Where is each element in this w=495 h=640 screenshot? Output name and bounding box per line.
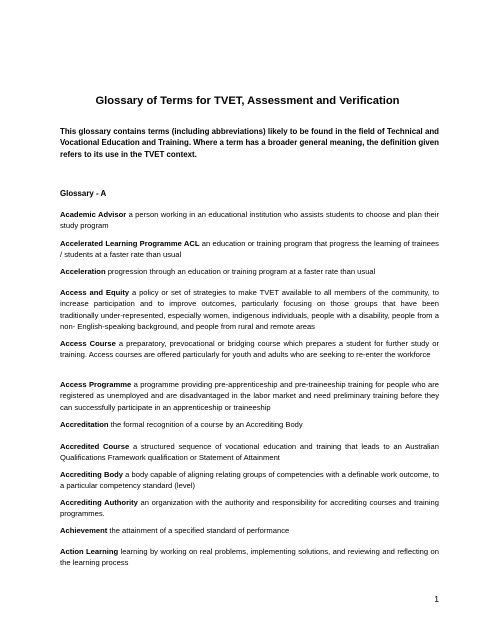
glossary-entry-access-and-equity [60, 287, 439, 332]
section-heading: Glossary - A [60, 189, 107, 198]
glossary-definition: an education or training program that progress the learning of trainees / students at a faster rate than usual [60, 239, 439, 260]
glossary-definition: a person working in an educational institution who assists students to choose and plan their study program [60, 210, 439, 231]
glossary-entry-action-learning [60, 546, 439, 569]
glossary-entry-accrediting-authority [60, 497, 439, 520]
glossary-entry-access-programme [60, 379, 439, 413]
document-title: Glossary of Terms for TVET, Assessment and Verification [95, 95, 400, 107]
glossary-definition: an organization with the authority and responsibility for accrediting courses and training programmes. [60, 498, 439, 519]
glossary-entry-academic-advisor [60, 209, 439, 232]
glossary-term: Academic Advisor [60, 210, 127, 219]
glossary-term: Accrediting Body [60, 470, 123, 479]
glossary-term: Action Learning [60, 547, 119, 556]
glossary-definition: progression through an education or training program at a faster rate than usual [105, 267, 376, 276]
glossary-term: Access Programme [60, 380, 132, 389]
glossary-entry-accelerated-learning-programme [60, 238, 439, 261]
glossary-entry-accreditation [60, 419, 439, 430]
glossary-term: Access Course [60, 339, 116, 348]
glossary-intro: This glossary contains terms (including abbreviations) likely to be found in the field of Technical and Vocational Education and Training. Where a term has a broader general meaning, the definition given refers to its use in the TVET context. [60, 127, 439, 159]
glossary-definition: a body capable of aligning relating groups of competencies with a definable work outcome, to a particular competency standard (level) [60, 470, 439, 491]
glossary-entry-accredited-course [60, 441, 439, 464]
glossary-definition: a policy or set of strategies to make TVET available to all members of the community, to increase participation and to improve outcomes, particularly focusing on those groups that have been traditionally under-represented, especially women, indigenous individuals, people with a disability, people from a non- English-speaking background, and people from rural and remote areas [60, 288, 439, 331]
glossary-definition: learning by working on real problems, implementing solutions, and reviewing and reflecting on the learning process [60, 547, 439, 568]
glossary-term: Accredited Course [60, 442, 130, 451]
glossary-definition: a preparatory, prevocational or bridging course which prepares a student for further study or training. Access courses are offered particularly for youth and adults who are seeking to re-enter the workforce [60, 339, 439, 360]
glossary-term: Acceleration [60, 267, 106, 276]
glossary-term: Accelerated Learning Programme ACL [60, 239, 200, 248]
glossary-definition: the attainment of a specified standard of performance [107, 526, 290, 535]
glossary-term: Accreditation [60, 420, 109, 429]
glossary-term: Achievement [60, 526, 108, 535]
glossary-term: Access and Equity [60, 288, 130, 297]
glossary-entry-access-course [60, 338, 439, 361]
glossary-definition: a programme providing pre-apprenticeship and pre-traineeship training for people who are registered as unemployed and are disadvantaged in the labor market and need preliminary training before they can successfully participate in an apprenticeship or traineeship [60, 380, 439, 412]
glossary-entry-achievement [60, 525, 439, 536]
glossary-entry-acceleration [60, 266, 439, 277]
glossary-term: Accrediting Authority [60, 498, 138, 507]
page-number: 1 [434, 594, 439, 604]
glossary-definition: the formal recognition of a course by an Accrediting Body [108, 420, 303, 429]
glossary-entry-accrediting-body [60, 469, 439, 492]
glossary-definition: a structured sequence of vocational education and training that leads to an Australian Qualifications Framework qualification or Statement of Attainment [60, 442, 439, 463]
